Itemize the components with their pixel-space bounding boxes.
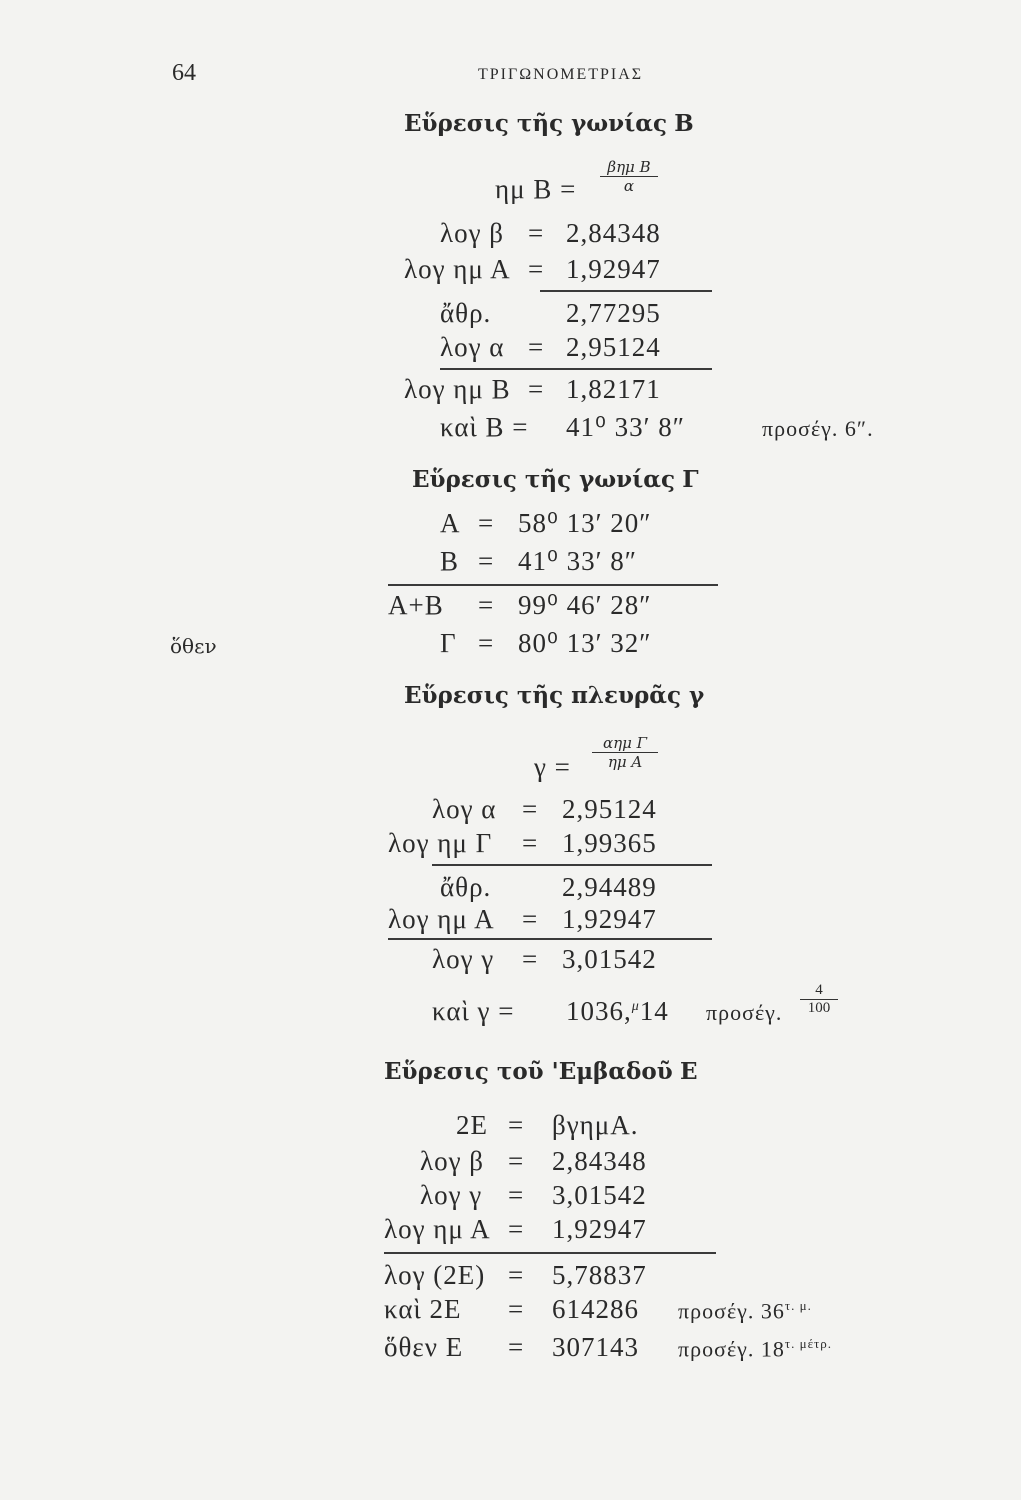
angle-value: 58⁰ 13′ 20″: [518, 508, 652, 538]
section-title-angle-g: [412, 466, 699, 493]
calc-value: 1,92947: [552, 1214, 647, 1244]
section-title-area: [384, 1058, 698, 1085]
calc-row: λογ β: [420, 1146, 485, 1176]
angle-eq: =: [478, 546, 495, 576]
calc-eq: =: [528, 218, 545, 248]
result-fraction: [800, 982, 838, 1017]
angle-value: 80⁰ 13′ 32″: [518, 628, 652, 658]
difference-rule: [440, 368, 712, 370]
angle-value: 99⁰ 46′ 28″: [518, 590, 652, 620]
angle-eq: =: [478, 628, 495, 658]
fraction-numerator: αημ Γ: [602, 734, 648, 752]
calc-value: 5,78837: [552, 1260, 647, 1290]
result-label: καὶ γ =: [432, 996, 515, 1026]
calc-value: 1,82171: [566, 374, 661, 404]
calc-eq: =: [508, 1214, 525, 1244]
calc-eq: =: [522, 944, 539, 974]
calc-eq: =: [528, 374, 545, 404]
calc-row: λογ α: [440, 332, 505, 362]
calc-row: λογ ημ Γ: [388, 828, 493, 858]
running-title: ΤΡΙΓΩΝΟΜΕΤΡΙΑΣ: [478, 66, 644, 83]
formula-sin-b-left: ημ Β =: [495, 174, 577, 204]
calc-value: 3,01542: [562, 944, 657, 974]
calc-eq: =: [508, 1294, 525, 1324]
section-title-text: Εὕρεσις τῆς γωνίας: [412, 466, 675, 493]
calc-value: 2,94489: [562, 872, 657, 902]
calc-eq: =: [522, 794, 539, 824]
calc-eq: =: [522, 828, 539, 858]
result-note: προσέγ. 6″.: [762, 416, 874, 441]
angle-row: Α+Β: [388, 590, 444, 620]
calc-eq: =: [508, 1180, 525, 1210]
calc-eq: =: [508, 1332, 525, 1362]
angle-row: Γ: [440, 628, 457, 658]
calc-value: 614286: [552, 1294, 639, 1324]
sum-rule: [432, 864, 712, 866]
calc-row: λογ γ: [420, 1180, 483, 1210]
angle-eq: =: [478, 590, 495, 620]
section-title-text: Εὕρεσις τῆς πλευρᾶς γ: [404, 682, 705, 709]
calc-value: 1,92947: [566, 254, 661, 284]
sum-rule: [540, 290, 712, 292]
calc-row: ἄθρ.: [440, 298, 492, 328]
calc-value: 2,84348: [566, 218, 661, 248]
calc-row: λογ γ: [432, 944, 495, 974]
calc-value: 2,95124: [566, 332, 661, 362]
angle-row: Β: [440, 546, 460, 576]
calc-eq: =: [508, 1260, 525, 1290]
result-note: προσέγ.: [706, 1000, 783, 1025]
calc-value: 3,01542: [552, 1180, 647, 1210]
angle-row: Α: [440, 508, 461, 538]
area-note: προσέγ. $18^{\tau. \mu έ\tau\rho.}$: [678, 1336, 833, 1362]
fraction-denominator: 100: [807, 1000, 831, 1016]
formula-side-fraction: [592, 734, 658, 771]
area-note: προσέγ. $36^{\tau. \mu.}$: [678, 1298, 812, 1324]
fraction-numerator: 4: [815, 982, 823, 998]
formula-side-left: γ =: [534, 752, 571, 782]
calc-row: λογ ημ Α: [388, 904, 495, 934]
calc-row: λογ β: [440, 218, 505, 248]
formula-sin-b-fraction: [600, 158, 658, 195]
sum-rule: [388, 584, 718, 586]
result-value: 1036,$^\mu$14: [566, 996, 669, 1026]
fraction-numerator: βημ Β: [607, 158, 651, 176]
calc-eq: =: [528, 254, 545, 284]
angle-eq: =: [478, 508, 495, 538]
section-title-letter: Β: [674, 110, 694, 137]
section-title-text: Εὕρεσις τοῦ 'Εμβαδοῦ: [384, 1058, 673, 1085]
calc-row: λογ α: [432, 794, 497, 824]
calc-row: καὶ 2Ε: [384, 1294, 462, 1324]
section-title-text: Εὕρεσις τῆς γωνίας: [404, 110, 667, 137]
section-title-letter: Γ: [682, 466, 699, 493]
calc-value: 2,95124: [562, 794, 657, 824]
calc-value: 307143: [552, 1332, 639, 1362]
calc-value: 1,99365: [562, 828, 657, 858]
calc-row: λογ ημ Α: [404, 254, 511, 284]
calc-eq: =: [508, 1146, 525, 1176]
calc-eq: =: [522, 904, 539, 934]
fraction-denominator: α: [623, 177, 635, 195]
calc-eq: =: [508, 1110, 525, 1140]
angle-value: 41⁰ 33′ 8″: [518, 546, 637, 576]
calc-value: 1,92947: [562, 904, 657, 934]
hence-label: ὅθεν: [170, 634, 217, 658]
calc-row: λογ ημ Β: [404, 374, 511, 404]
page-number: 64: [172, 60, 196, 86]
difference-rule: [388, 938, 712, 940]
result-label: καὶ Β =: [440, 412, 529, 442]
calc-row: 2Ε: [456, 1110, 488, 1140]
result-value: 41⁰ 33′ 8″: [566, 412, 685, 442]
calc-row: ὅθεν Ε: [384, 1332, 464, 1362]
section-title-letter: Ε: [679, 1058, 698, 1085]
calc-value: 2,84348: [552, 1146, 647, 1176]
calc-eq: =: [528, 332, 545, 362]
section-title-side-g: [404, 682, 704, 709]
calc-row: λογ (2Ε): [384, 1260, 486, 1290]
calc-value: 2,77295: [566, 298, 661, 328]
calc-row: ἄθρ.: [440, 872, 492, 902]
calc-row: λογ ημ Α: [384, 1214, 491, 1244]
sum-rule: [384, 1252, 716, 1254]
section-title-angle-b: [404, 110, 694, 137]
calc-value: βγημΑ.: [552, 1110, 639, 1140]
fraction-denominator: ημ Α: [607, 753, 643, 771]
